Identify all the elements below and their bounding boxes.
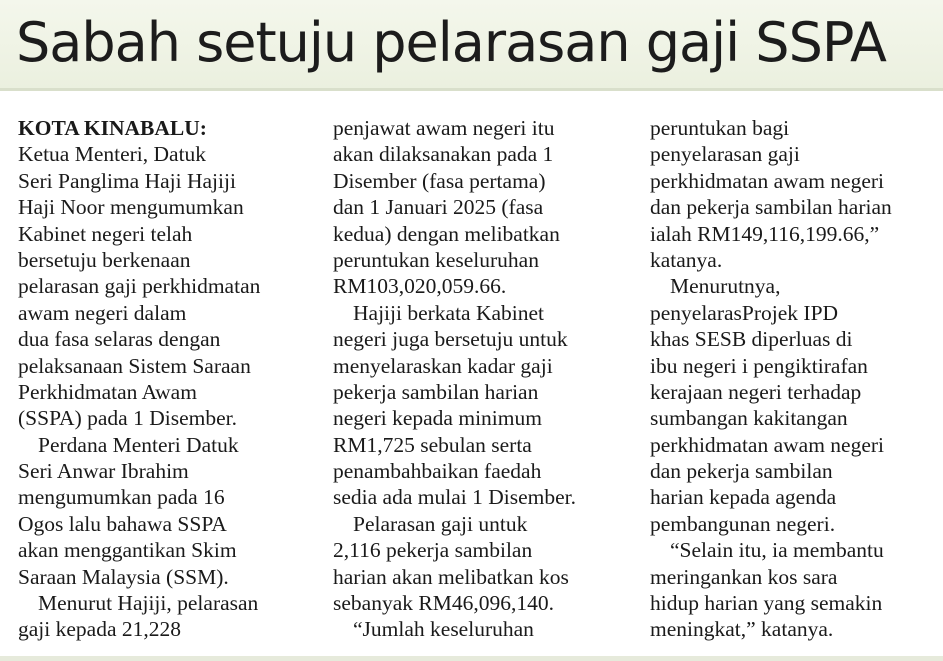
column-3-line: Menurutnya,	[670, 274, 781, 299]
column-2-line: penambahbaikan faedah	[333, 459, 542, 484]
column-3-line: meringankan kos sara	[650, 564, 838, 589]
column-3-line: hidup harian yang semakin	[650, 591, 883, 616]
column-2-line: negeri juga bersetuju untuk	[333, 327, 568, 352]
column-1-line: Perdana Menteri Datuk	[38, 432, 239, 457]
column-1-line: Saraan Malaysia (SSM).	[18, 564, 229, 589]
column-1-line: awam negeri dalam	[18, 300, 187, 325]
column-2-line: Disember (fasa pertama)	[333, 168, 546, 193]
column-3-line: perkhidmatan awam negeri	[650, 432, 885, 457]
column-1-line: mengumumkan pada 16	[18, 485, 225, 510]
column-3-line: pembangunan negeri.	[650, 511, 836, 536]
article-column-3	[650, 115, 935, 643]
column-1-line: Seri Anwar Ibrahim	[18, 459, 189, 484]
column-2-line: peruntukan keseluruhan	[333, 247, 539, 272]
column-1-line: Ketua Menteri, Datuk	[18, 142, 207, 167]
column-3-line: perkhidmatan awam negeri	[650, 168, 885, 193]
column-2-line: harian akan melibatkan kos	[333, 564, 569, 589]
column-1-line: Haji Noor mengumumkan	[18, 195, 244, 220]
column-2-line: kedua) dengan melibatkan	[333, 221, 560, 246]
column-2-line: penjawat awam negeri itu	[333, 116, 555, 140]
column-2-line: Pelarasan gaji untuk	[353, 511, 528, 536]
bottom-rule	[0, 656, 943, 661]
column-3-line: kerajaan negeri terhadap	[650, 379, 862, 404]
column-3-line: peruntukan bagi	[650, 116, 790, 140]
column-1-line: (SSPA) pada 1 Disember.	[18, 406, 237, 431]
column-1-line: pelaksanaan Sistem Saraan	[18, 353, 251, 378]
column-1-line: akan menggantikan Skim	[18, 538, 237, 563]
column-2-line: Hajiji berkata Kabinet	[353, 300, 545, 325]
column-2-line: sedia ada mulai 1 Disember.	[333, 485, 576, 510]
column-3-line: harian kepada agenda	[650, 485, 837, 510]
column-2-line: dan 1 Januari 2025 (fasa	[333, 195, 544, 220]
column-2-line: negeri kepada minimum	[333, 406, 542, 431]
dateline: KOTA KINABALU:	[18, 116, 207, 140]
column-1-line: bersetuju berkenaan	[18, 247, 191, 272]
column-1-line: pelarasan gaji perkhidmatan	[18, 274, 261, 299]
column-3-line: khas SESB diperluas di	[650, 327, 853, 352]
column-2-line: “Jumlah keseluruhan	[353, 617, 534, 642]
column-2-line: RM103,020,059.66.	[333, 274, 507, 299]
column-1-line: dua fasa selaras dengan	[18, 327, 221, 352]
column-3-line: penyelarasan gaji	[650, 142, 800, 167]
column-3-line: katanya.	[650, 247, 723, 272]
column-2-line: pekerja sambilan harian	[333, 379, 539, 404]
column-3-line: “Selain itu, ia membantu	[670, 538, 884, 563]
column-3-line: sumbangan kakitangan	[650, 406, 848, 431]
column-3-line: dan pekerja sambilan	[650, 459, 833, 484]
column-1-line: Menurut Hajiji, pelarasan	[38, 591, 259, 616]
column-3-line: meningkat,” katanya.	[650, 617, 834, 642]
column-3-line: penyelarasProjek IPD	[650, 300, 839, 325]
column-2-line: akan dilaksanakan pada 1	[333, 142, 554, 167]
column-1-line: Kabinet negeri telah	[18, 221, 193, 246]
column-1-line: Ogos lalu bahawa SSPA	[18, 511, 227, 536]
column-2-line: sebanyak RM46,096,140.	[333, 591, 554, 616]
article-column-1	[18, 115, 313, 643]
column-1-line: Seri Panglima Haji Hajiji	[18, 168, 236, 193]
column-1-line: Perkhidmatan Awam	[18, 379, 197, 404]
column-2-line: 2,116 pekerja sambilan	[333, 538, 533, 563]
article-column-2	[333, 115, 623, 643]
column-2-line: menyelaraskan kadar gaji	[333, 353, 553, 378]
column-2-line: RM1,725 sebulan serta	[333, 432, 532, 457]
column-3-line: dan pekerja sambilan harian	[650, 195, 892, 220]
headline: Sabah setuju pelarasan gaji SSPA	[16, 11, 886, 74]
column-3-line: ibu negeri i pengiktirafan	[650, 353, 868, 378]
column-1-line: gaji kepada 21,228	[18, 617, 181, 642]
column-3-line: ialah RM149,116,199.66,”	[650, 221, 880, 246]
